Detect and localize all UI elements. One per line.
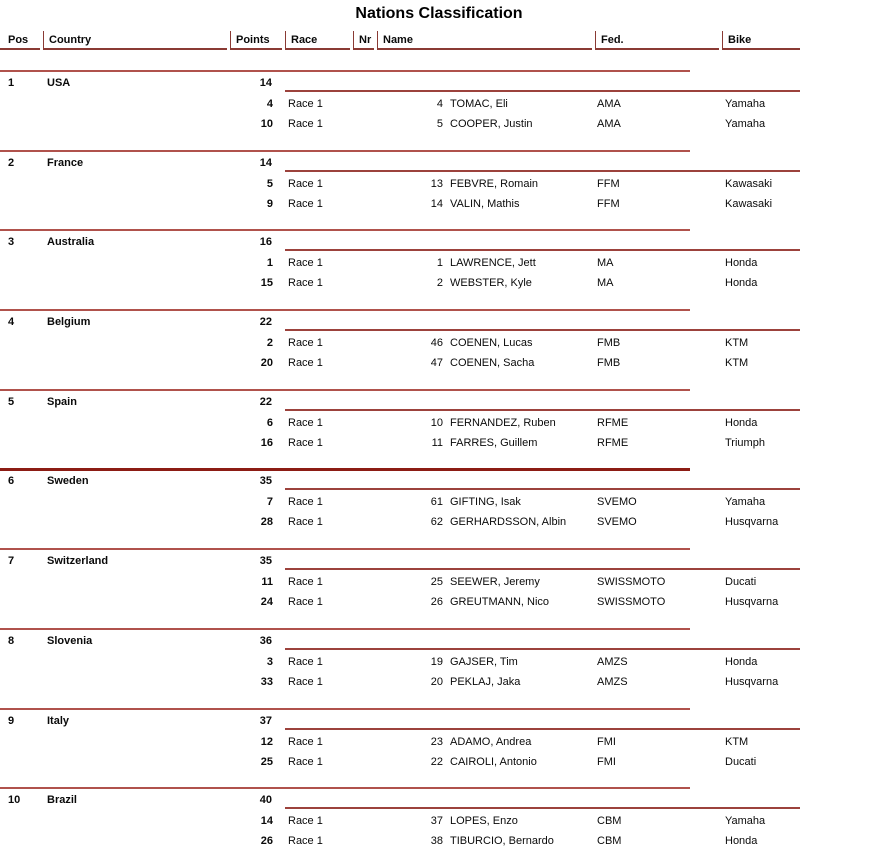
rider-name: GREUTMANN, Nico	[450, 596, 550, 609]
rider-race-position: 33	[260, 675, 273, 688]
rider-federation: AMZS	[597, 675, 628, 688]
rider-race-label: Race 1	[288, 257, 323, 270]
rider-race-label: Race 1	[288, 735, 323, 748]
rider-name: FEBVRE, Romain	[450, 177, 539, 190]
nation-underline	[285, 807, 800, 809]
rider-bike: Yamaha	[725, 118, 766, 130]
rider-race-label: Race 1	[288, 357, 323, 370]
rider-bike: Husqvarna	[725, 596, 779, 609]
rider-name: FERNANDEZ, Ruben	[450, 416, 556, 429]
rider-bike: Honda	[725, 835, 758, 848]
rider-number: 61	[430, 496, 443, 509]
rider-race-position: 28	[260, 516, 273, 529]
nation-block	[0, 389, 800, 469]
nation-country: France	[47, 156, 84, 169]
rider-row	[0, 512, 800, 532]
nation-country: Australia	[47, 236, 95, 249]
rider-name: WEBSTER, Kyle	[450, 277, 532, 290]
nation-summary-row	[0, 76, 800, 90]
nation-country: Spain	[47, 395, 77, 408]
nation-separator-line	[0, 548, 690, 550]
nation-country: Slovenia	[47, 634, 93, 647]
nation-underline	[285, 488, 800, 490]
rider-name: LAWRENCE, Jett	[450, 257, 536, 270]
nation-block	[0, 70, 800, 150]
nation-block	[0, 150, 800, 230]
rider-bike: KTM	[725, 337, 749, 350]
rider-name: CAIROLI, Antonio	[450, 755, 537, 768]
rider-row	[0, 174, 800, 194]
nation-summary-row	[0, 395, 800, 409]
rider-row	[0, 94, 800, 114]
rider-race-position: 2	[266, 337, 273, 350]
rider-federation: CBM	[597, 835, 622, 848]
rider-federation: AMZS	[597, 655, 628, 668]
rider-race-position: 14	[260, 815, 273, 828]
nation-block	[0, 708, 800, 788]
nation-pos: 9	[8, 714, 15, 727]
rider-race-label: Race 1	[288, 98, 323, 110]
rider-federation: CBM	[597, 815, 622, 828]
nation-country: Italy	[47, 714, 70, 727]
nation-block	[0, 548, 800, 628]
rider-bike: Ducati	[725, 755, 757, 768]
rider-name: VALIN, Mathis	[450, 197, 520, 210]
nation-underline	[285, 170, 800, 172]
rider-number: 1	[436, 257, 443, 270]
rider-race-position: 24	[260, 596, 273, 609]
nation-points: 40	[259, 794, 272, 807]
rider-name: ADAMO, Andrea	[450, 735, 532, 748]
nation-pos: 2	[8, 156, 15, 169]
nation-summary-row	[0, 474, 800, 488]
rider-row	[0, 732, 800, 752]
rider-federation: AMA	[597, 98, 621, 110]
rider-name: PEKLAJ, Jaka	[450, 675, 521, 688]
rider-race-position: 1	[266, 257, 273, 270]
rider-number: 5	[436, 118, 443, 130]
nation-summary-row	[0, 793, 800, 807]
rider-number: 14	[430, 197, 443, 210]
nation-pos: 1	[8, 77, 15, 89]
nation-block	[0, 309, 800, 389]
rider-row	[0, 114, 800, 134]
rider-number: 62	[430, 516, 443, 529]
rider-race-position: 16	[260, 436, 273, 449]
rider-race-position: 11	[261, 576, 273, 589]
rider-row	[0, 273, 800, 293]
rider-row	[0, 333, 800, 353]
rider-race-label: Race 1	[288, 675, 323, 688]
rider-race-position: 7	[266, 496, 273, 509]
rider-race-position: 26	[260, 835, 273, 848]
nation-country: Switzerland	[47, 555, 109, 568]
rider-name: TOMAC, Eli	[450, 98, 508, 110]
rider-number: 13	[430, 177, 443, 190]
rider-race-position: 15	[260, 277, 273, 290]
nation-pos: 3	[8, 236, 15, 249]
rider-race-position: 10	[260, 118, 273, 130]
rider-row	[0, 672, 800, 692]
column-header-points: Points	[230, 31, 282, 50]
rider-number: 38	[430, 835, 443, 848]
rider-federation: SWISSMOTO	[597, 576, 666, 589]
rider-row	[0, 652, 800, 672]
page-title: Nations Classification	[355, 5, 523, 22]
rider-number: 23	[430, 735, 443, 748]
rider-federation: FFM	[597, 197, 620, 210]
rider-number: 4	[436, 98, 443, 110]
nation-summary-row	[0, 235, 800, 249]
rider-federation: MA	[597, 277, 614, 290]
rider-row	[0, 433, 800, 453]
nation-pos: 10	[8, 794, 21, 807]
nation-separator-line	[0, 708, 690, 710]
nation-pos: 6	[8, 475, 15, 488]
rider-bike: Yamaha	[725, 815, 766, 828]
rider-bike: Husqvarna	[725, 516, 779, 529]
rider-bike: KTM	[725, 735, 749, 748]
rider-federation: FMI	[597, 735, 616, 748]
rider-name: TIBURCIO, Bernardo	[450, 835, 554, 848]
nation-summary-row	[0, 714, 800, 728]
rider-race-label: Race 1	[288, 416, 323, 429]
rider-name: GAJSER, Tim	[450, 655, 518, 668]
rider-row	[0, 752, 800, 772]
rider-row	[0, 353, 800, 373]
table-header	[0, 31, 800, 50]
rider-race-position: 4	[266, 98, 273, 110]
rider-number: 11	[431, 436, 443, 449]
rider-race-label: Race 1	[288, 516, 323, 529]
nation-country: Brazil	[47, 794, 77, 807]
rider-race-label: Race 1	[288, 197, 323, 210]
rider-bike: Honda	[725, 257, 758, 270]
nation-summary-row	[0, 315, 800, 329]
nation-points: 14	[259, 77, 272, 89]
rider-number: 22	[430, 755, 443, 768]
nation-separator-line	[0, 70, 690, 72]
rider-number: 25	[430, 576, 443, 589]
nation-summary-row	[0, 554, 800, 568]
rider-federation: SVEMO	[597, 496, 637, 509]
nation-points: 35	[259, 475, 272, 488]
rider-race-position: 5	[266, 177, 273, 190]
nation-summary-row	[0, 156, 800, 170]
rider-race-position: 9	[266, 197, 273, 210]
rider-number: 26	[430, 596, 443, 609]
rider-row	[0, 811, 800, 831]
rider-race-position: 25	[260, 755, 273, 768]
column-header-fed: Fed.	[595, 31, 719, 50]
nation-block	[0, 628, 800, 708]
rider-bike: Honda	[725, 655, 758, 668]
rider-race-label: Race 1	[288, 277, 323, 290]
rider-federation: RFME	[597, 416, 629, 429]
nation-country: Sweden	[47, 475, 89, 488]
nation-points: 37	[259, 714, 272, 727]
rider-number: 37	[430, 815, 443, 828]
rider-race-position: 20	[260, 357, 273, 370]
rider-bike: Yamaha	[725, 496, 766, 509]
rider-name: LOPES, Enzo	[450, 815, 518, 828]
rider-federation: FMB	[597, 357, 621, 370]
nation-points: 36	[259, 634, 272, 647]
nation-pos: 5	[8, 395, 15, 408]
nation-separator-line	[0, 628, 690, 630]
column-header-country: Country	[43, 31, 227, 50]
rider-row	[0, 831, 800, 851]
rider-name: FARRES, Guillem	[450, 436, 538, 449]
rider-race-label: Race 1	[288, 177, 323, 190]
rider-name: SEEWER, Jeremy	[450, 576, 540, 589]
rider-row	[0, 492, 800, 512]
nation-points: 14	[259, 156, 272, 169]
rider-name: GERHARDSSON, Albin	[450, 516, 567, 529]
rider-name: COENEN, Sacha	[450, 357, 535, 370]
rider-federation: SWISSMOTO	[597, 596, 666, 609]
column-header-pos: Pos	[0, 31, 40, 50]
rider-name: COOPER, Justin	[450, 118, 533, 130]
column-header-name: Name	[377, 31, 592, 50]
rider-bike: Honda	[725, 416, 758, 429]
rider-bike: Husqvarna	[725, 675, 779, 688]
column-header-race: Race	[285, 31, 350, 50]
rider-federation: AMA	[597, 118, 621, 130]
rider-race-label: Race 1	[288, 655, 323, 668]
rider-race-label: Race 1	[288, 835, 323, 848]
nation-underline	[285, 568, 800, 570]
rider-race-label: Race 1	[288, 755, 323, 768]
rider-race-position: 3	[266, 655, 273, 668]
nation-separator-line	[0, 468, 690, 471]
nation-underline	[285, 409, 800, 411]
column-header-nr: Nr	[353, 31, 374, 50]
rider-row	[0, 572, 800, 592]
nation-block	[0, 787, 800, 867]
column-header-bike: Bike	[722, 31, 800, 50]
rider-bike: Kawasaki	[725, 177, 773, 190]
rider-number: 2	[436, 277, 443, 290]
rider-name: COENEN, Lucas	[450, 337, 533, 350]
nation-block	[0, 229, 800, 309]
rider-row	[0, 194, 800, 214]
rider-race-label: Race 1	[288, 436, 323, 449]
rider-federation: FMB	[597, 337, 621, 350]
rider-number: 19	[430, 655, 443, 668]
rider-name: GIFTING, Isak	[450, 496, 521, 509]
nation-summary-row	[0, 634, 800, 648]
rider-race-label: Race 1	[288, 815, 323, 828]
nation-points: 35	[259, 555, 272, 568]
nation-points: 16	[259, 236, 272, 249]
rider-federation: RFME	[597, 436, 629, 449]
nation-separator-line	[0, 389, 690, 391]
nation-pos: 8	[8, 634, 15, 647]
rider-bike: Honda	[725, 277, 758, 290]
rider-number: 10	[430, 416, 443, 429]
nation-points: 22	[259, 395, 272, 408]
rider-number: 20	[430, 675, 443, 688]
rider-bike: KTM	[725, 357, 749, 370]
rider-federation: FFM	[597, 177, 620, 190]
rider-race-position: 6	[266, 416, 273, 429]
rider-bike: Kawasaki	[725, 197, 773, 210]
nation-points: 22	[259, 316, 272, 329]
nation-underline	[285, 249, 800, 251]
rider-race-label: Race 1	[288, 576, 323, 589]
rider-row	[0, 592, 800, 612]
rider-federation: MA	[597, 257, 614, 270]
nation-underline	[285, 648, 800, 650]
nation-underline	[285, 329, 800, 331]
nation-underline	[285, 90, 800, 92]
rider-federation: FMI	[597, 755, 616, 768]
rider-bike: Ducati	[725, 576, 757, 589]
nation-separator-line	[0, 150, 690, 152]
nation-underline	[285, 728, 800, 730]
nation-separator-line	[0, 787, 690, 789]
rider-race-position: 12	[260, 735, 273, 748]
nation-country: Belgium	[47, 316, 91, 329]
rider-federation: SVEMO	[597, 516, 637, 529]
nation-country: USA	[47, 77, 71, 89]
rider-number: 46	[430, 337, 443, 350]
rider-number: 47	[430, 357, 443, 370]
nation-block	[0, 468, 800, 548]
rider-race-label: Race 1	[288, 118, 323, 130]
rider-race-label: Race 1	[288, 596, 323, 609]
nation-separator-line	[0, 309, 690, 311]
rider-race-label: Race 1	[288, 496, 323, 509]
rider-bike: Yamaha	[725, 98, 766, 110]
nation-separator-line	[0, 229, 690, 231]
rider-row	[0, 413, 800, 433]
rider-row	[0, 253, 800, 273]
rider-bike: Triumph	[725, 436, 765, 449]
nations-list	[0, 70, 800, 867]
nation-pos: 4	[8, 316, 15, 329]
nation-pos: 7	[8, 555, 15, 568]
rider-race-label: Race 1	[288, 337, 323, 350]
